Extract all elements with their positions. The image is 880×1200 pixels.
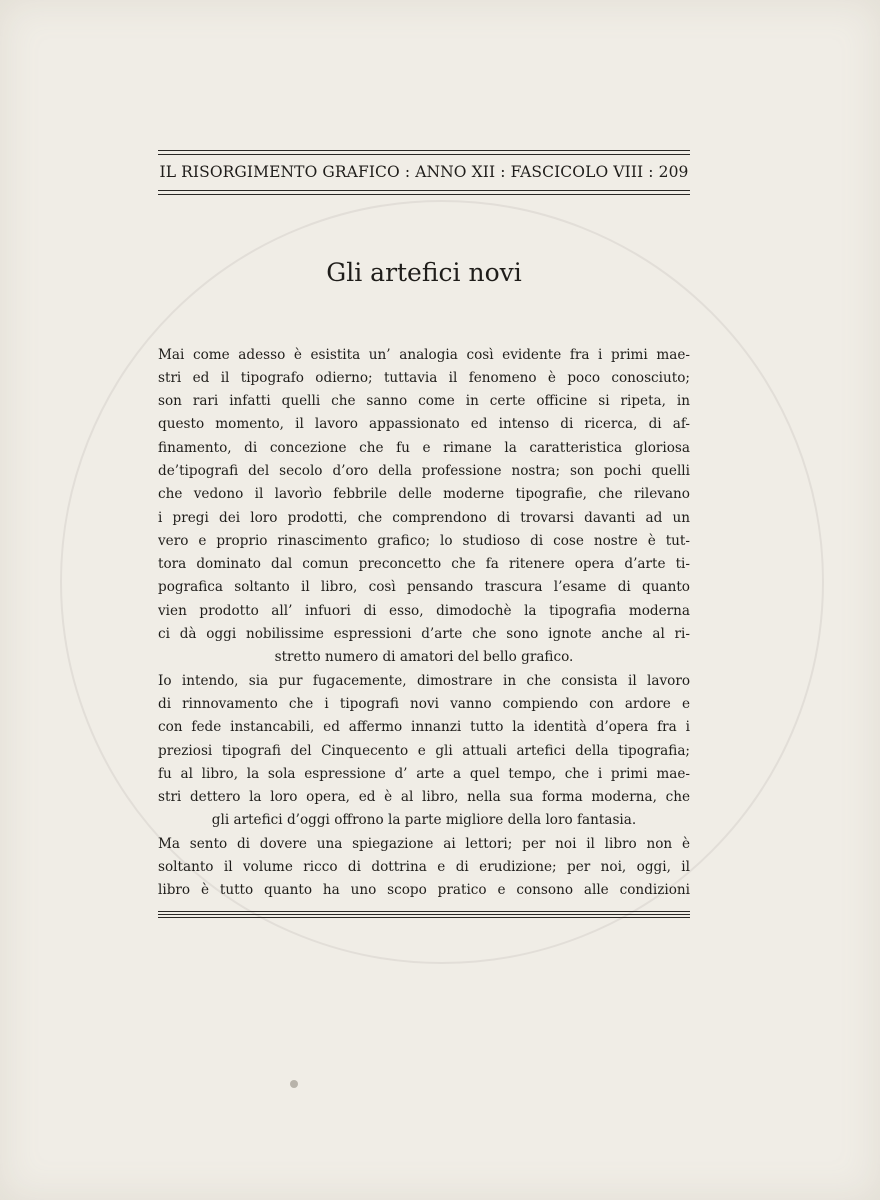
running-head: IL RISORGIMENTO GRAFICO : ANNO XII : FASCICOLO VIII : 209 bbox=[159, 163, 689, 181]
text-line: Io intendo, sia pur fugacemente, dimostrare in che consista il lavoro bbox=[158, 672, 690, 689]
text-line: questo momento, il lavoro appassionato ed intenso di ricerca, di af- bbox=[158, 416, 690, 433]
text-line: de’tipografi del secolo d’oro della professione nostra; son pochi quelli bbox=[158, 462, 690, 479]
text-line: stretto numero di amatori del bello grafico. bbox=[274, 649, 574, 666]
article-body bbox=[158, 344, 690, 903]
text-line: di rinnovamento che i tipografi novi vanno compiendo con ardore e bbox=[158, 695, 690, 712]
footer-rule bbox=[158, 911, 690, 912]
text-line: son rari infatti quelli che sanno come in certe officine si ripeta, in bbox=[158, 393, 690, 410]
text-line: pografica soltanto il libro, così pensando trascura l’esame di quanto bbox=[158, 579, 690, 596]
text-line: fu al libro, la sola espressione d’ arte a quel tempo, che i primi mae- bbox=[158, 765, 690, 782]
text-line: stri ed il tipografo odierno; tuttavia il fenomeno è poco conosciuto; bbox=[158, 369, 690, 386]
text-line: soltanto il volume ricco di dottrina e di erudizione; per noi, oggi, il bbox=[158, 859, 690, 876]
text-line: i pregi dei loro prodotti, che comprendono di trovarsi davanti ad un bbox=[158, 509, 690, 526]
text-line: ci dà oggi nobilissime espressioni d’arte che sono ignote anche al ri- bbox=[158, 626, 690, 643]
paper-spot bbox=[290, 1080, 298, 1088]
footer-rule bbox=[158, 917, 690, 918]
article-title: Gli artefici novi bbox=[326, 257, 522, 287]
header-rule-bottom bbox=[158, 190, 690, 195]
text-line: preziosi tipografi del Cinquecento e gli attuali artefici della tipografia; bbox=[158, 742, 690, 759]
text-line: con fede instancabili, ed affermo innanzi tutto la identità d’opera fra i bbox=[158, 719, 690, 736]
text-line: finamento, di concezione che fu e rimane la caratteristica gloriosa bbox=[158, 439, 690, 456]
text-line: stri dettero la loro opera, ed è al libro, nella sua forma moderna, che bbox=[158, 789, 690, 806]
footer-rule bbox=[158, 914, 690, 915]
text-line: Mai come adesso è esistita un’ analogia così evidente fra i primi mae- bbox=[158, 346, 690, 363]
text-line: che vedono il lavorìo febbrile delle moderne tipografie, che rilevano bbox=[158, 486, 690, 503]
text-line: Ma sento di dovere una spiegazione ai lettori; per noi il libro non è bbox=[158, 835, 690, 852]
text-line: vien prodotto all’ infuori di esso, dimodochè la tipografia moderna bbox=[158, 602, 690, 619]
footer-rules bbox=[158, 911, 690, 918]
text-line: tora dominato dal comun preconcetto che fa ritenere opera d’arte ti- bbox=[158, 556, 690, 573]
text-line: gli artefici d’oggi offrono la parte migliore della loro fantasia. bbox=[211, 812, 637, 829]
text-line: vero e proprio rinascimento grafico; lo studioso di cose nostre è tut- bbox=[158, 532, 690, 549]
text-block bbox=[158, 150, 690, 920]
text-line: libro è tutto quanto ha uno scopo pratico e consono alle condizioni bbox=[158, 882, 690, 899]
